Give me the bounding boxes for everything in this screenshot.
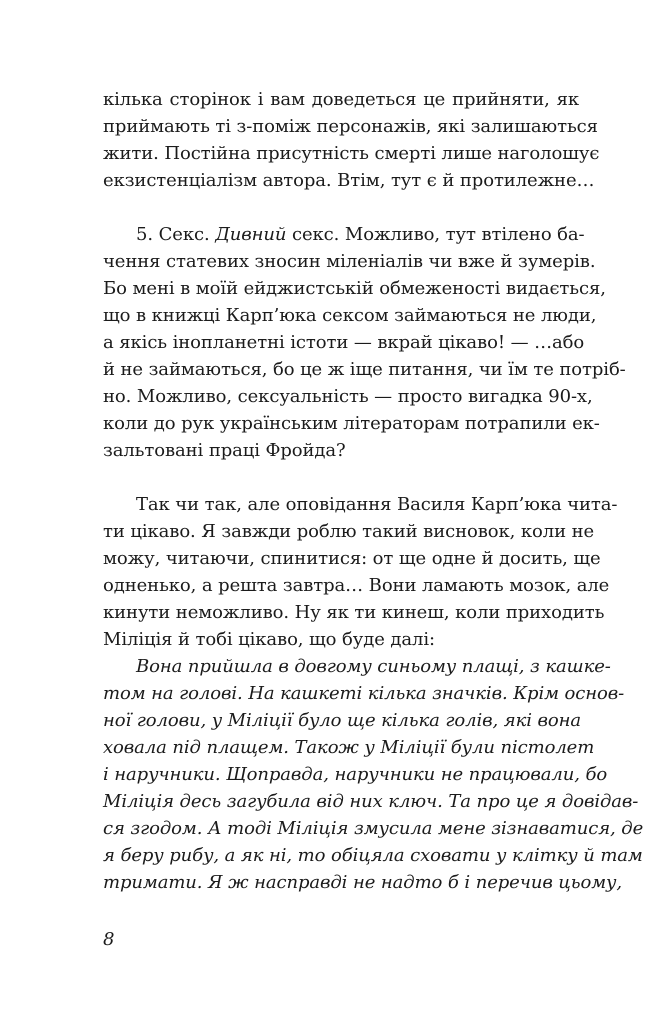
text-line: Міліція й тобі цікаво, що буде далі: bbox=[103, 629, 435, 650]
text-line: кілька сторінок і вам доведеться це прийняти, як bbox=[103, 89, 579, 110]
text-line: коли до рук українським літераторам потрапили ек- bbox=[103, 413, 600, 434]
text-line: одненько, а решта завтра… Вони ламають мозок, але bbox=[103, 575, 610, 596]
text-line: но. Можливо, сексуальність — просто вигадка 90-х, bbox=[103, 386, 593, 407]
quote-line: Міліція десь загубила від них ключ. Та про це я довідав- bbox=[103, 791, 639, 812]
body-text bbox=[103, 86, 644, 896]
text-line: екзистенціалізм автора. Втім, тут є й протилежне… bbox=[103, 170, 595, 191]
text-line: приймають ті з-поміж персонажів, які залишаються bbox=[103, 116, 598, 137]
text-line: зальтовані праці Фройда? bbox=[103, 440, 346, 461]
quote-line: ховала під плащем. Також у Міліції були пістолет bbox=[103, 737, 595, 758]
text-line: й не займаються, бо це ж іще питання, чи їм те потріб- bbox=[103, 359, 626, 380]
text-line bbox=[103, 221, 585, 248]
quote-line: і наручники. Щоправда, наручники не працювали, бо bbox=[103, 764, 608, 785]
text-line: Так чи так, але оповідання Василя Карп’юка чита- bbox=[136, 494, 618, 515]
quote-line: я беру рибу, а як ні, то обіцяла сховати у клітку й там bbox=[103, 845, 643, 866]
italic-word: Дивний bbox=[215, 224, 287, 245]
text-fragment: секс. Можливо, тут втілено ба- bbox=[286, 224, 585, 245]
text-line: жити. Постійна присутність смерті лише наголошує bbox=[103, 143, 600, 164]
paragraph-2 bbox=[103, 221, 626, 464]
paragraph-1 bbox=[103, 86, 600, 194]
text-line: ти цікаво. Я завжди роблю такий висновок, коли не bbox=[103, 521, 595, 542]
text-line: Бо мені в моїй ейджистській обмеженості видається, bbox=[103, 278, 606, 299]
text-line: чення статевих зносин міленіалів чи вже й зумерів. bbox=[103, 251, 596, 272]
quote-line: ся згодом. А тоді Міліція змусила мене зізнаватися, де bbox=[103, 818, 644, 839]
text-fragment: 5. Секс. bbox=[136, 224, 216, 245]
quote-line: тримати. Я ж насправді не надто б і перечив цьому, bbox=[103, 872, 622, 893]
quote-line: Вона прийшла в довгому синьому плащі, з кашке- bbox=[136, 656, 611, 677]
page-number: 8 bbox=[103, 929, 115, 950]
text-line: а якісь інопланетні істоти — вкрай цікаво! — …або bbox=[103, 332, 585, 353]
text-line: що в книжці Карп’юка сексом займаються не люди, bbox=[103, 305, 597, 326]
text-line: кинути неможливо. Ну як ти кинеш, коли приходить bbox=[103, 602, 605, 623]
paragraph-3 bbox=[103, 491, 618, 653]
quote-line: ної голови, у Міліції було ще кілька голів, які вона bbox=[103, 710, 582, 731]
paragraph-gap bbox=[103, 464, 579, 491]
paragraph-gap bbox=[103, 194, 579, 221]
text-line: можу, читаючи, спинитися: от ще одне й досить, ще bbox=[103, 548, 601, 569]
quote-line: том на голові. На кашкеті кілька значків. Крім основ- bbox=[103, 683, 625, 704]
quote-block bbox=[103, 653, 644, 896]
